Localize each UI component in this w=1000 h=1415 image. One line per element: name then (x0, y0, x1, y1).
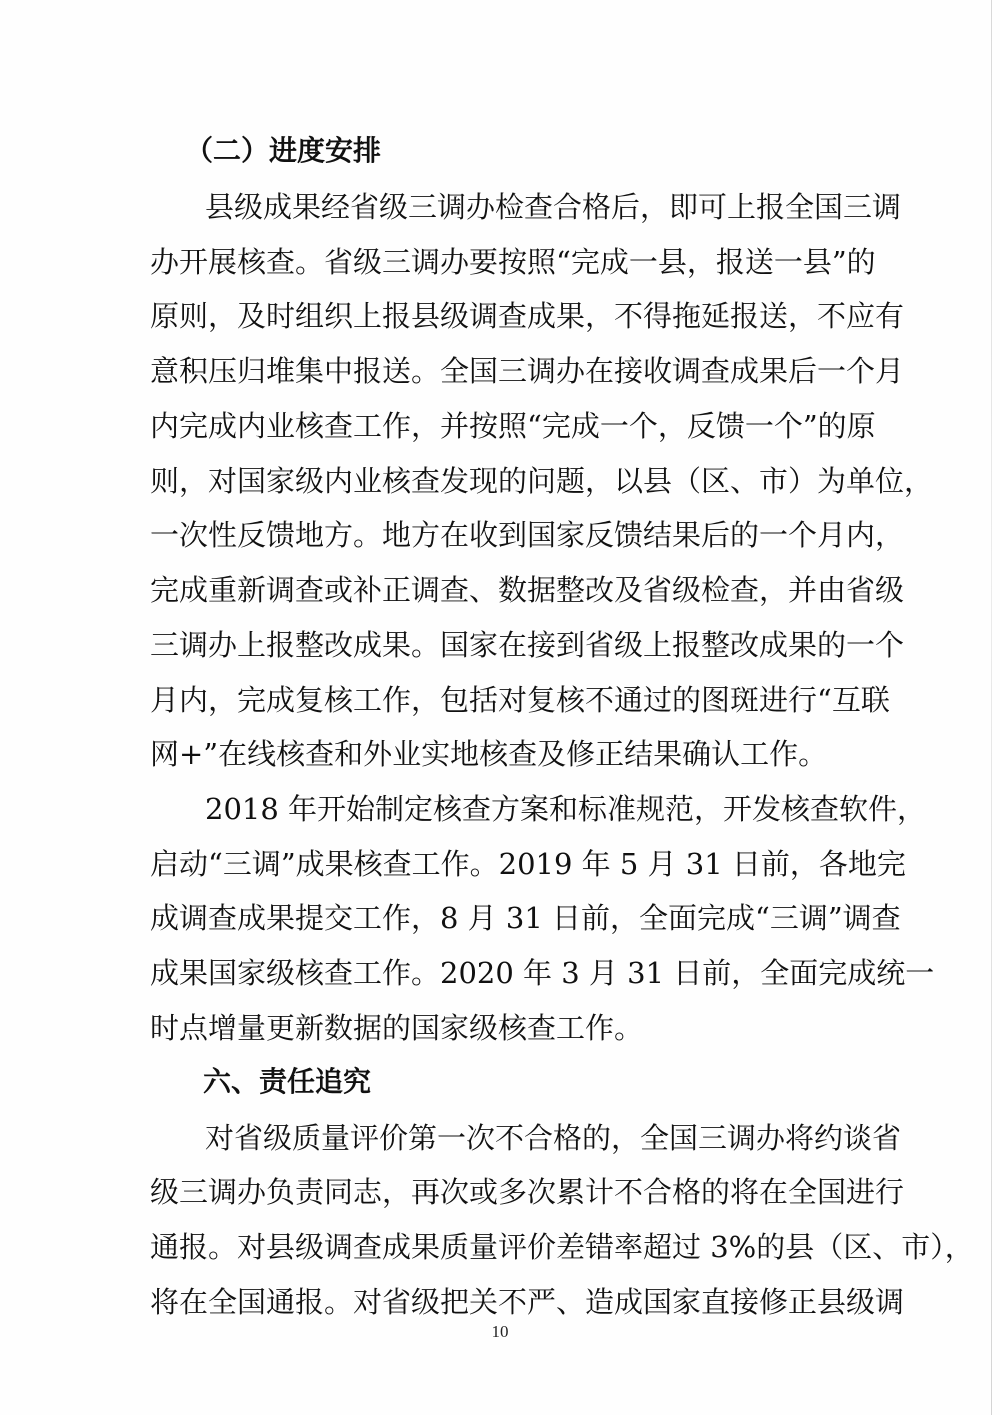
paragraph-1-line: 三调办上报整改成果。国家在接到省级上报整改成果的一个 (150, 628, 905, 662)
chapter-heading: 六、责任追究 (203, 1065, 372, 1098)
section-heading: （二）进度安排 (185, 134, 382, 167)
paragraph-1-line: 原则，及时组织上报县级调查成果，不得拖延报送，不应有 (150, 299, 905, 333)
paragraph-2-line: 成果国家级核查工作。2020 年 3 月 31 日前，全面完成统一 (150, 956, 935, 990)
paragraph-2-line: 2018 年开始制定核查方案和标准规范，开发核查软件， (205, 792, 927, 826)
paragraph-1-line: 内完成内业核查工作，并按照“完成一个，反馈一个”的原 (150, 409, 876, 443)
page-number: 10 (491, 1322, 509, 1341)
paragraph-2-line: 成调查成果提交工作，8 月 31 日前，全面完成“三调”调查 (150, 901, 901, 935)
paragraph-3-line: 对省级质量评价第一次不合格的，全国三调办将约谈省 (205, 1121, 902, 1155)
paragraph-3-line: 级三调办负责同志，再次或多次累计不合格的将在全国进行 (150, 1175, 905, 1209)
paragraph-1-line: 县级成果经省级三调办检查合格后，即可上报全国三调 (205, 190, 902, 224)
paragraph-1-line: 意积压归堆集中报送。全国三调办在接收调查成果后一个月 (150, 354, 905, 388)
paragraph-1-line: 办开展核查。省级三调办要按照“完成一县，报送一县”的 (150, 245, 876, 279)
paragraph-3-line: 通报。对县级调查成果质量评价差错率超过 3%的县（区、市）， (150, 1230, 974, 1264)
paragraph-2-line: 时点增量更新数据的国家级核查工作。 (150, 1011, 644, 1045)
paragraph-1-line: 网+”在线核查和外业实地核查及修正结果确认工作。 (150, 737, 828, 771)
paragraph-1-line: 完成重新调查或补正调查、数据整改及省级检查，并由省级 (150, 573, 905, 607)
paragraph-1-line: 月内，完成复核工作，包括对复核不通过的图斑进行“互联 (150, 683, 890, 717)
paragraph-2-line: 启动“三调”成果核查工作。2019 年 5 月 31 日前，各地完 (150, 847, 906, 881)
paragraph-1-line: 则，对国家级内业核查发现的问题，以县（区、市）为单位， (150, 464, 934, 498)
scan-edge (991, 0, 992, 1415)
paragraph-3-line: 将在全国通报。对省级把关不严、造成国家直接修正县级调 (150, 1285, 905, 1319)
paragraph-1-line: 一次性反馈地方。地方在收到国家反馈结果后的一个月内， (150, 518, 905, 552)
